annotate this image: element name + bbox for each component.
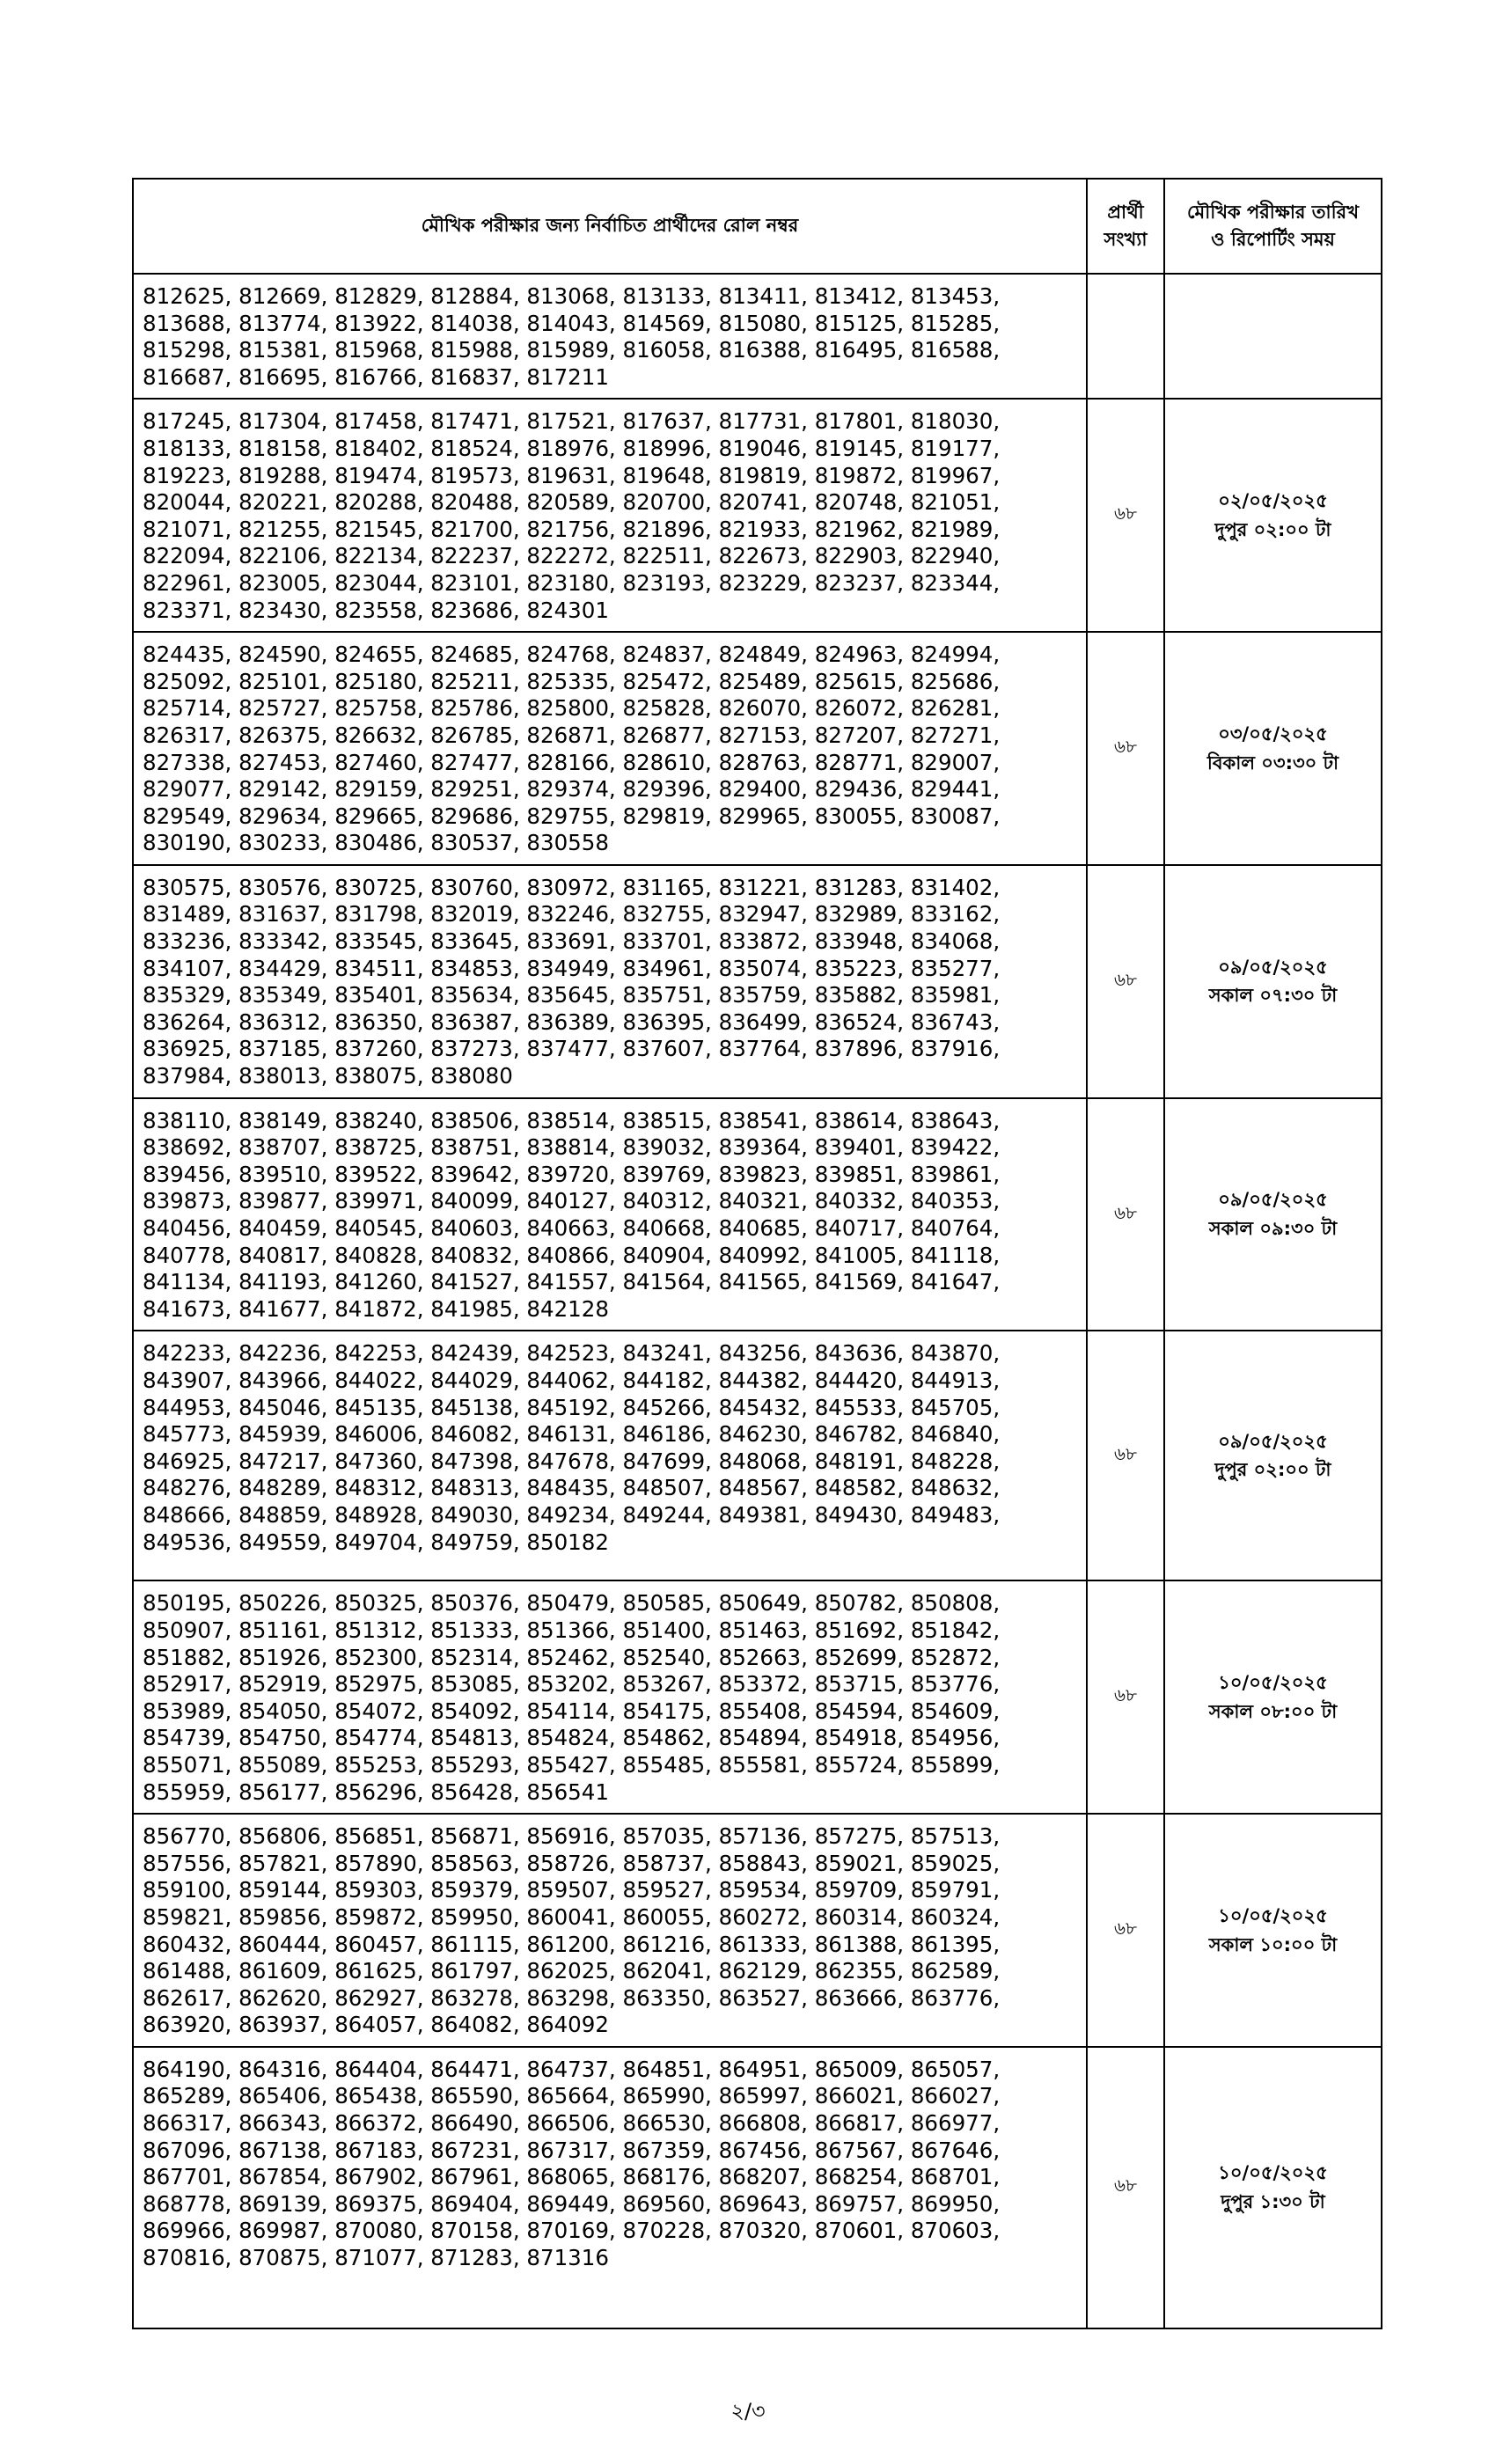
reporting-time: বিকাল ০৩:৩০ টা [1206, 752, 1339, 774]
interview-date: ১০/০৫/২০২৫ [1218, 2162, 1328, 2184]
candidate-count-cell: ৬৮ [1087, 2047, 1164, 2328]
reporting-time: দুপুর ০২:০০ টা [1214, 518, 1331, 540]
roll-numbers-cell: 830575, 830576, 830725, 830760, 830972, 831165, 831221, 831283, 831402, 831489, 831637, 831798, 832019, 832246, 832755, 832947, 832989, 833162, 833236, 833342, 833545, 833645, 833691, 833701, 833872, 833948, 834068, 834107, 834429, 834511, 834853, 834949, 834961, 835074, 835223, 835277, 835329, 835349, 835401, 835634, 835645, 835751, 835759, 835882, 835981, 836264, 836312, 836350, 836387, 836389, 836395, 836499, 836524, 836743, 836925, 837185, 837260, 837273, 837477, 837607, 837764, 837896, 837916, 837984, 838013, 838075, 838080 [133, 865, 1087, 1098]
roll-numbers-cell: 850195, 850226, 850325, 850376, 850479, 850585, 850649, 850782, 850808, 850907, 851161, 851312, 851333, 851366, 851400, 851463, 851692, 851842, 851882, 851926, 852300, 852314, 852462, 852540, 852663, 852699, 852872, 852917, 852919, 852975, 853085, 853202, 853267, 853372, 853715, 853776, 853989, 854050, 854072, 854092, 854114, 854175, 855408, 854594, 854609, 854739, 854750, 854774, 854813, 854824, 854862, 854894, 854918, 854956, 855071, 855089, 855253, 855293, 855427, 855485, 855581, 855724, 855899, 855959, 856177, 856296, 856428, 856541 [133, 1580, 1087, 1814]
table-row [133, 1580, 1382, 1814]
interview-date-cell [1164, 632, 1382, 865]
reporting-time: সকাল ০৮:০০ টা [1208, 1700, 1338, 1722]
interview-date-cell [1164, 1098, 1382, 1331]
interview-date-cell [1164, 1580, 1382, 1814]
table-row [133, 1098, 1382, 1331]
schedule-rows [133, 274, 1382, 2328]
table-row [133, 2047, 1382, 2328]
candidate-count-cell: ৬৮ [1087, 865, 1164, 1098]
table-row [133, 865, 1382, 1098]
reporting-time: দুপুর ০২:০০ টা [1214, 1459, 1331, 1481]
interview-date: ০৯/০৫/২০২৫ [1218, 956, 1328, 978]
interview-date: ০২/০৫/২০২৫ [1218, 490, 1328, 512]
interview-date: ১০/০৫/২০২৫ [1218, 1672, 1328, 1694]
candidate-count-cell: ৬৮ [1087, 1814, 1164, 2047]
roll-numbers-cell: 856770, 856806, 856851, 856871, 856916, 857035, 857136, 857275, 857513, 857556, 857821, 857890, 858563, 858726, 858737, 858843, 859021, 859025, 859100, 859144, 859303, 859379, 859507, 859527, 859534, 859709, 859791, 859821, 859856, 859872, 859950, 860041, 860055, 860272, 860314, 860324, 860432, 860444, 860457, 861115, 861200, 861216, 861333, 861388, 861395, 861488, 861609, 861625, 861797, 862025, 862041, 862129, 862355, 862589, 862617, 862620, 862927, 863278, 863298, 863350, 863527, 863666, 863776, 863920, 863937, 864057, 864082, 864092 [133, 1814, 1087, 2047]
header-row [133, 179, 1382, 274]
candidate-count-cell: ৬৮ [1087, 1098, 1164, 1331]
table-row [133, 632, 1382, 865]
reporting-time: সকাল ০৯:৩০ টা [1208, 1218, 1338, 1239]
roll-numbers-cell: 812625, 812669, 812829, 812884, 813068, 813133, 813411, 813412, 813453, 813688, 813774, 813922, 814038, 814043, 814569, 815080, 815125, 815285, 815298, 815381, 815968, 815988, 815989, 816058, 816388, 816495, 816588, 816687, 816695, 816766, 816837, 817211 [133, 274, 1087, 399]
candidate-count-cell [1087, 274, 1164, 399]
reporting-time: সকাল ১০:০০ টা [1208, 1933, 1338, 1955]
interview-date: ০৩/০৫/২০২৫ [1218, 722, 1328, 744]
candidate-count-cell: ৬৮ [1087, 399, 1164, 632]
candidate-count-cell: ৬৮ [1087, 1331, 1164, 1580]
interview-date-cell [1164, 399, 1382, 632]
interview-date-cell [1164, 2047, 1382, 2328]
roll-numbers-cell: 842233, 842236, 842253, 842439, 842523, 843241, 843256, 843636, 843870, 843907, 843966, 844022, 844029, 844062, 844182, 844382, 844420, 844913, 844953, 845046, 845135, 845138, 845192, 845266, 845432, 845533, 845705, 845773, 845939, 846006, 846082, 846131, 846186, 846230, 846782, 846840, 846925, 847217, 847360, 847398, 847678, 847699, 848068, 848191, 848228, 848276, 848289, 848312, 848313, 848435, 848507, 848567, 848582, 848632, 848666, 848859, 848928, 849030, 849234, 849244, 849381, 849430, 849483, 849536, 849559, 849704, 849759, 850182 [133, 1331, 1087, 1580]
header-candidate-count: প্রার্থী সংখ্যা [1087, 179, 1164, 274]
interview-date-cell [1164, 1814, 1382, 2047]
table-row [133, 1814, 1382, 2047]
roll-numbers-cell: 817245, 817304, 817458, 817471, 817521, 817637, 817731, 817801, 818030, 818133, 818158, 818402, 818524, 818976, 818996, 819046, 819145, 819177, 819223, 819288, 819474, 819573, 819631, 819648, 819819, 819872, 819967, 820044, 820221, 820288, 820488, 820589, 820700, 820741, 820748, 821051, 821071, 821255, 821545, 821700, 821756, 821896, 821933, 821962, 821989, 822094, 822106, 822134, 822237, 822272, 822511, 822673, 822903, 822940, 822961, 823005, 823044, 823101, 823180, 823193, 823229, 823237, 823344, 823371, 823430, 823558, 823686, 824301 [133, 399, 1087, 632]
interview-date: ১০/০৫/২০২৫ [1218, 1904, 1328, 1926]
candidate-count-cell: ৬৮ [1087, 632, 1164, 865]
interview-date: ০৯/০৫/২০২৫ [1218, 1189, 1328, 1211]
header-interview-date: মৌখিক পরীক্ষার তারিখ ও রিপোর্টিং সময় [1164, 179, 1382, 274]
interview-date: ০৯/০৫/২০২৫ [1218, 1430, 1328, 1452]
interview-date-cell [1164, 1331, 1382, 1580]
header-roll-numbers: মৌখিক পরীক্ষার জন্য নির্বাচিত প্রার্থীদের রোল নম্বর [133, 179, 1087, 274]
roll-numbers-cell: 864190, 864316, 864404, 864471, 864737, 864851, 864951, 865009, 865057, 865289, 865406, 865438, 865590, 865664, 865990, 865997, 866021, 866027, 866317, 866343, 866372, 866490, 866506, 866530, 866808, 866817, 866977, 867096, 867138, 867183, 867231, 867317, 867359, 867456, 867567, 867646, 867701, 867854, 867902, 867961, 868065, 868176, 868207, 868254, 868701, 868778, 869139, 869375, 869404, 869449, 869560, 869643, 869757, 869950, 869966, 869987, 870080, 870158, 870169, 870228, 870320, 870601, 870603, 870816, 870875, 871077, 871283, 871316 [133, 2047, 1087, 2328]
interview-date-cell [1164, 865, 1382, 1098]
interview-date-cell [1164, 274, 1382, 399]
reporting-time: দুপুর ১:৩০ টা [1221, 2190, 1325, 2212]
candidate-count-cell: ৬৮ [1087, 1580, 1164, 1814]
reporting-time: সকাল ০৭:৩০ টা [1208, 985, 1338, 1007]
roll-numbers-cell: 838110, 838149, 838240, 838506, 838514, 838515, 838541, 838614, 838643, 838692, 838707, 838725, 838751, 838814, 839032, 839364, 839401, 839422, 839456, 839510, 839522, 839642, 839720, 839769, 839823, 839851, 839861, 839873, 839877, 839971, 840099, 840127, 840312, 840321, 840332, 840353, 840456, 840459, 840545, 840603, 840663, 840668, 840685, 840717, 840764, 840778, 840817, 840828, 840832, 840866, 840904, 840992, 841005, 841118, 841134, 841193, 841260, 841527, 841557, 841564, 841565, 841569, 841647, 841673, 841677, 841872, 841985, 842128 [133, 1098, 1087, 1331]
roll-numbers-cell: 824435, 824590, 824655, 824685, 824768, 824837, 824849, 824963, 824994, 825092, 825101, 825180, 825211, 825335, 825472, 825489, 825615, 825686, 825714, 825727, 825758, 825786, 825800, 825828, 826070, 826072, 826281, 826317, 826375, 826632, 826785, 826871, 826877, 827153, 827207, 827271, 827338, 827453, 827460, 827477, 828166, 828610, 828763, 828771, 829007, 829077, 829142, 829159, 829251, 829374, 829396, 829400, 829436, 829441, 829549, 829634, 829665, 829686, 829755, 829819, 829965, 830055, 830087, 830190, 830233, 830486, 830537, 830558 [133, 632, 1087, 865]
page-number: ২/৩ [730, 2399, 766, 2424]
schedule-table [132, 178, 1382, 2329]
table-row [133, 274, 1382, 399]
table-row [133, 1331, 1382, 1580]
table-row [133, 399, 1382, 632]
